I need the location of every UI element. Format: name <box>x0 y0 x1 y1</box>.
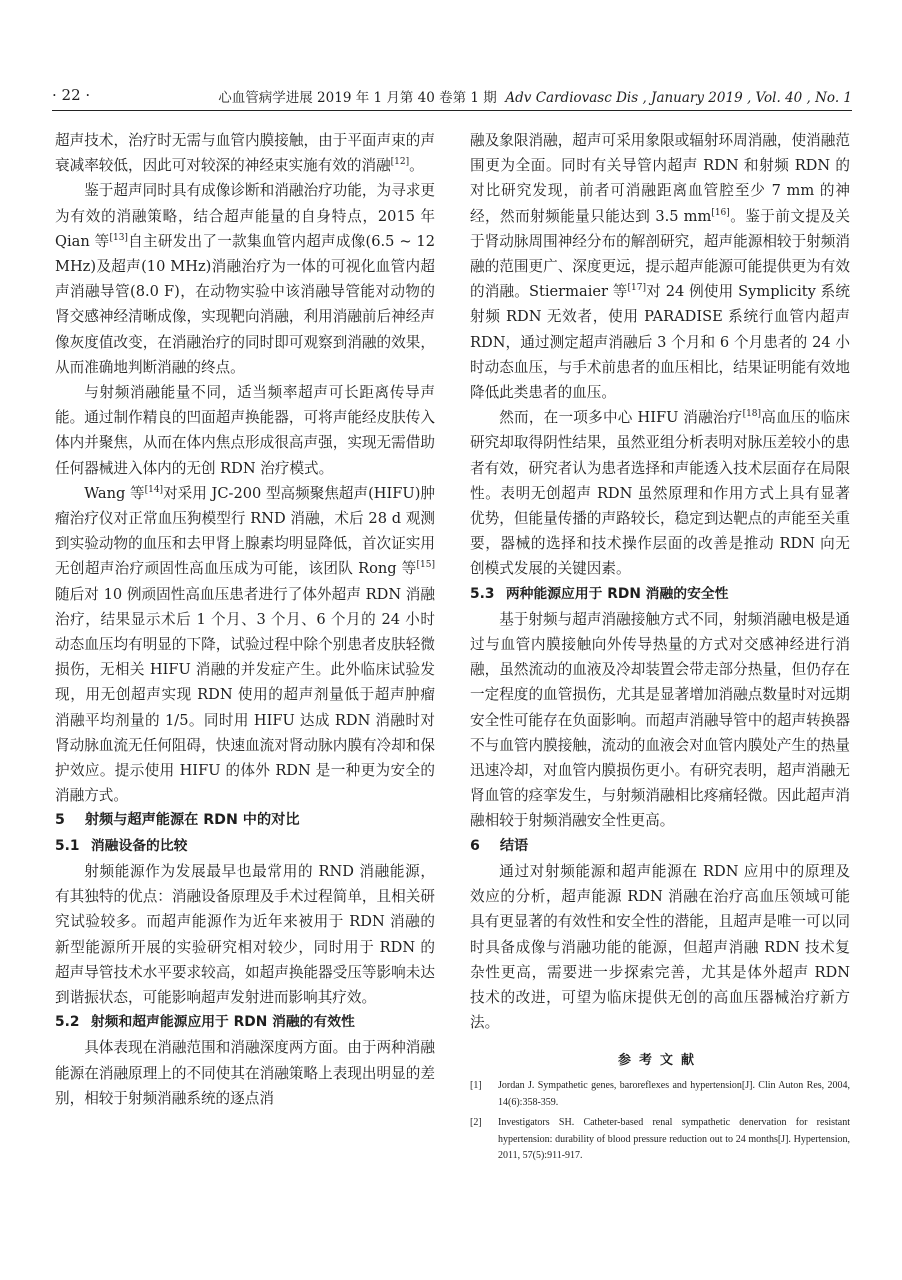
citation: [16] <box>711 207 730 218</box>
section-number: 6 <box>470 837 480 854</box>
paragraph: 与射频消融能量不同，适当频率超声可长距离传导声能。通过制作精良的凹面超声换能器，可将声能经皮肤传入体内并聚焦，从而在体内焦点形成很高声强，实现无需借助任何器械进入体内的无创 RDN 治疗模式。 <box>55 384 435 477</box>
citation: [18] <box>742 409 762 420</box>
subsection-heading <box>55 834 435 859</box>
section-heading <box>55 808 435 833</box>
section-title: 射频和超声能源应用于 RDN 消融的有效性 <box>90 1014 355 1031</box>
text: 高血压的临床研究却取得阴性结果，虽然亚组分析表明对脉压差较小的患者有效，研究者认为患者选择和声能透入技术层面存在局限性。表明无创超声 RDN 虽然原理和作用方式上具有显著优势，但能量传播的声路较长，稳定到达靶点的声能至关重要，器械的选择和技术操作层面的改善是推动 RDN 向无创模式发展的关键因素。 <box>470 409 850 578</box>
subsection-heading <box>470 582 850 607</box>
reference-number: [2] <box>470 1117 482 1129</box>
reference-number: [1] <box>470 1080 482 1092</box>
paragraph <box>470 128 850 405</box>
journal-name-en: Adv Cardiovasc Dis , January 2019 , Vol. 40 , No. 1 <box>505 90 852 106</box>
text: 。 <box>409 157 424 175</box>
right-column <box>470 128 850 1169</box>
text: 随后对 10 例顽固性高血压患者进行了体外超声 RDN 消融治疗，结果显示术后 1 个月、3 个月、6 个月的 24 小时动态血压均有明显的下降，试验过程中除个别患者皮肤轻微损伤，无相关 HIFU 消融的并发症产生。此外临床试验发现，用无创超声实现 RDN 使用的超声剂量低于超声肿瘤消融平均剂量的 1/5。同时用 HIFU 达成 RDN 消融时对肾动脉血流无任何阻碍，快速血流对肾动脉内膜有冷却和保护效应。提示使用 HIFU 的体外 RDN 是一种更为安全的消融方式。 <box>55 585 435 805</box>
subsection-heading <box>55 1010 435 1035</box>
citation: [14] <box>144 484 164 495</box>
section-title: 两种能源应用于 RDN 消融的安全性 <box>505 585 729 602</box>
references-title: 参考文献 <box>617 1053 702 1069</box>
section-title: 射频与超声能源在 RDN 中的对比 <box>84 812 300 829</box>
header-rule <box>52 110 852 111</box>
section-number: 5 <box>55 812 65 829</box>
reference-text: Jordan J. Sympathetic genes, baroreflexes and hypertension[J]. Clin Auton Res, 2004, 14(6):358-359. <box>498 1080 850 1108</box>
text: 然而，在一项多中心 HIFU 消融治疗 <box>499 409 743 427</box>
reference-item <box>470 1078 850 1111</box>
citation: [12] <box>390 157 410 168</box>
section-number: 5.2 <box>55 1014 80 1031</box>
text: 对 24 例使用 Symplicity 系统射频 RDN 无效者，使用 PARADISE 系统行血管内超声 RDN，通过测定超声消融后 3 个月和 6 个月患者的 24 小时动态血压，与手术前患者的血压相比，结果证明能有效地降低此类患者的血压。 <box>470 283 850 402</box>
journal-name-cn: 心血管病学进展 2019 年 1 月第 40 卷第 1 期 <box>218 90 497 106</box>
paragraph <box>55 178 435 380</box>
text: 自主研发出了一款集血管内超声成像(6.5 ~ 12 MHz)及超声(10 MHz)消融治疗为一体的可视化血管内超声消融导管(8.0 F)，在动物实验中该消融导管能对动物的肾交感神经清晰成像，实现靶向消融，利用消融前后神经声像灰度值改变，在消融治疗的同时即可观察到消融的效果，从而准确地判断消融的终点。 <box>55 232 435 376</box>
paragraph: 基于射频与超声消融接触方式不同，射频消融电极是通过与血管内膜接触向外传导热量的方式对交感神经进行消融，虽然流动的血液及冷却装置会带走部分热量，但仍存在一定程度的血管损伤，尤其是显著增加消融点数量时对远期安全性可能存在负面影响。而超声消融导管中的超声转换器不与血管内膜接触，流动的血液会对血管内膜处产生的热量迅速冷却，对血管内膜损伤更小。有研究表明，超声消融无肾血管的痉挛发生，与射频消融相比疼痛轻微。因此超声消融相较于射频消融安全性更高。 <box>470 610 850 830</box>
text: Wang 等 <box>84 484 145 502</box>
page-number: · 22 · <box>52 86 91 104</box>
running-header <box>52 86 852 108</box>
paragraph <box>55 481 435 809</box>
left-column <box>55 128 435 1111</box>
text: 超声技术，治疗时无需与血管内膜接触，由于平面声束的声衰减率较低，因此可对较深的神经束实施有效的消融 <box>55 132 435 175</box>
section-number: 5.3 <box>470 585 495 602</box>
paragraph <box>470 405 850 581</box>
paragraph: 具体表现在消融范围和消融深度两方面。由于两种消融能源在消融原理上的不同使其在消融策略上表现出明显的差别，相较于射频消融系统的逐点消 <box>55 1039 435 1107</box>
reference-text: Investigators SH. Catheter-based renal sympathetic denervation for resistant hypertension: durability of blood pressure reduction out to 24 months[J]. Hypertension, 2011, 57(5):911-917. <box>498 1117 850 1162</box>
paragraph <box>55 128 435 178</box>
section-number: 5.1 <box>55 837 80 854</box>
text: 鉴于超声同时具有成像诊断和消融治疗功能，为寻求更为有效的消融策略，结合超声能量的自身特点，2015 年 Qian 等 <box>55 182 435 250</box>
text: 融及象限消融，超声可采用象限或辐射环周消融，使消融范围更为全面。同时有关导管内超声 RDN 和射频 RDN 的对比研究发现，前者可消融距离血管腔至少 7 mm 的神经，然而射频能量只能达到 3.5 mm <box>470 132 850 225</box>
paragraph: 射频能源作为发展最早也最常用的 RND 消融能源，有其独特的优点：消融设备原理及手术过程简单，且相关研究试验较多。而超声能源作为近年来被用于 RDN 消融的新型能源所开展的实验研究相对较少，同时用于 RDN 的超声导管技术水平要求较高，如超声换能器受压等影响未达到谐振状态，可能影响超声发射进而影响其疗效。 <box>55 862 435 1006</box>
section-title: 消融设备的比较 <box>90 837 188 854</box>
citation: [15] <box>416 560 435 571</box>
citation: [13] <box>109 232 128 243</box>
section-title: 结语 <box>499 837 529 854</box>
text: 对采用 JC-200 型高频聚焦超声(HIFU)肿瘤治疗仪对正常血压狗模型行 RND 消融，术后 28 d 观测到实验动物的血压和去甲肾上腺素均明显降低，首次证实用无创超声治疗顽固性高血压成为可能，该团队 Rong 等 <box>55 484 435 578</box>
text: 。鉴于前文提及关于肾动脉周围神经分布的解剖研究，超声能源相较于射频消融的范围更广、深度更远，提示超声能源可能提供更为有效的消融。Stiermaier 等 <box>470 207 850 301</box>
paragraph: 通过对射频能源和超声能源在 RDN 应用中的原理及效应的分析，超声能源 RDN 消融在治疗高血压领域可能具有更显著的有效性和安全性的潜能，且超声是唯一可以同时具备成像与消融功能的能源，但超声消融 RDN 技术复杂性更高，需要进一步探索完善，尤其是体外超声 RDN 技术的改进，可望为临床提供无创的高血压器械治疗新方法。 <box>470 862 850 1032</box>
section-heading <box>470 834 850 859</box>
reference-item <box>470 1115 850 1165</box>
citation: [17] <box>627 283 647 294</box>
journal-citation <box>218 86 852 106</box>
